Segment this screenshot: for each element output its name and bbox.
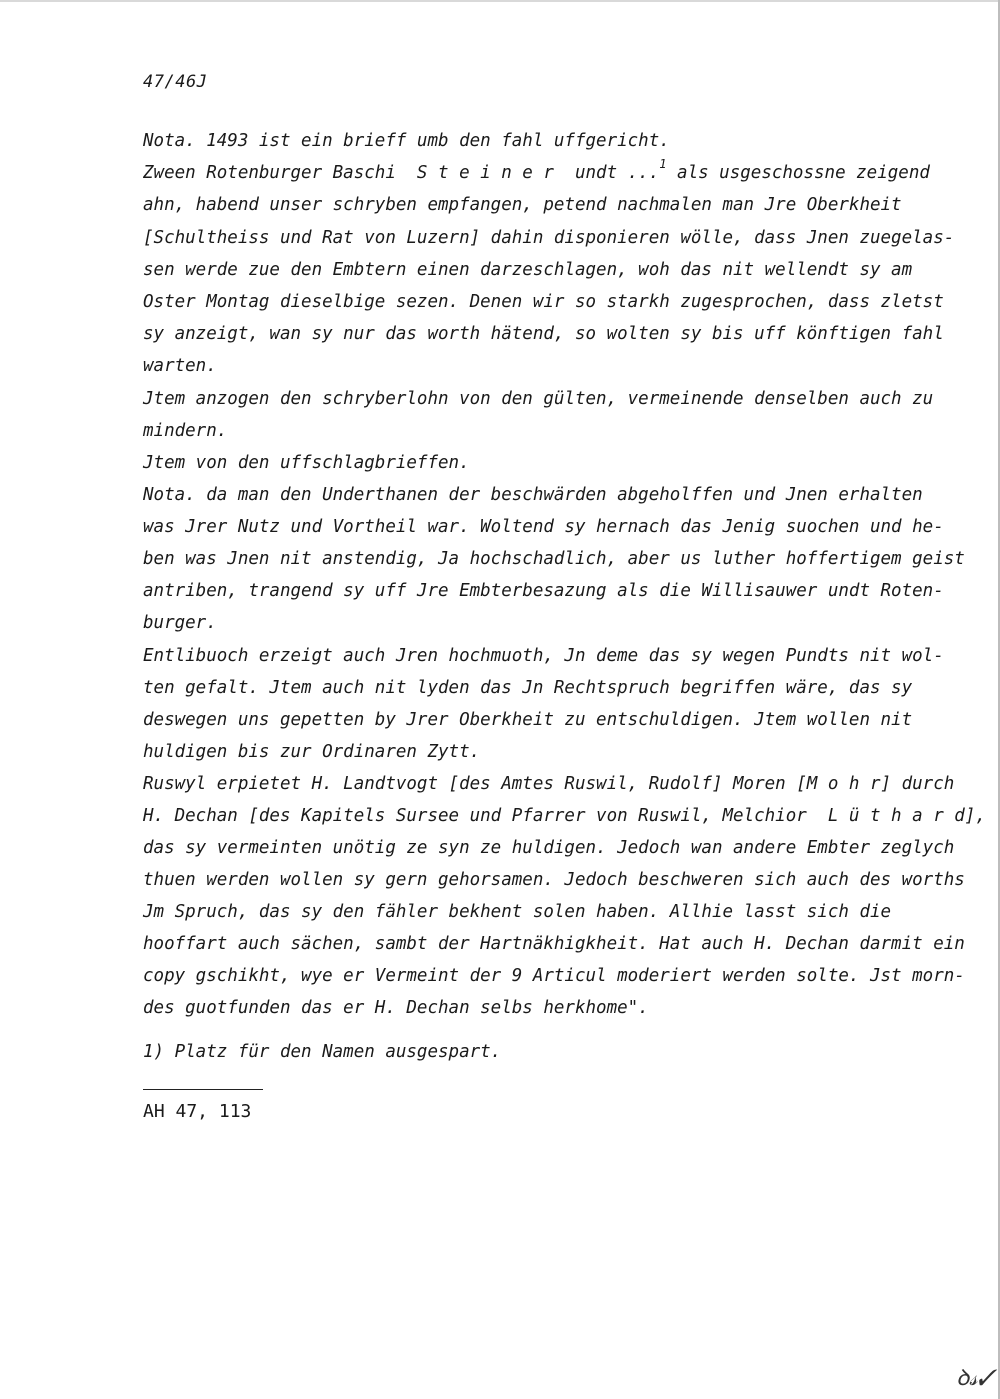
text-segment: als usgeschossne zeigend xyxy=(666,163,930,183)
text-line: Jtem anzogen den schryberlohn von den gülten, vermeinende denselben auch zu xyxy=(143,389,934,409)
text-line: H. Dechan [des Kapitels Sursee und Pfarrer von Ruswil, Melchior L ü t h a r d], xyxy=(143,806,986,826)
text-line: Jm Spruch, das sy den fähler bekhent solen haben. Allhie lasst sich die xyxy=(143,902,892,922)
handwritten-mark: ꝺ𝓈✓ xyxy=(956,1366,994,1391)
text-line: hooffart auch sächen, sambt der Hartnäkhigkheit. Hat auch H. Dechan darmit ein xyxy=(143,934,965,954)
text-segment: Zween Rotenburger Baschi S t e i n e r undt ... xyxy=(143,163,660,183)
text-line: [Schultheiss und Rat von Luzern] dahin disponieren wölle, dass Jnen zuegelas- xyxy=(143,228,955,248)
text-line: Nota. da man den Underthanen der beschwärden abgeholffen und Jnen erhalten xyxy=(143,485,923,505)
text-line: deswegen uns gepetten by Jrer Oberkheit zu entschuldigen. Jtem wollen nit xyxy=(143,710,913,730)
text-line: Oster Montag dieselbige sezen. Denen wir so starkh zugesprochen, dass zletst xyxy=(143,292,944,312)
text-line: warten. xyxy=(143,356,217,376)
scan-top-edge xyxy=(0,0,1000,2)
text-line: sen werde zue den Embtern einen darzeschlagen, woh das nit wellendt sy am xyxy=(143,260,913,280)
text-line: ahn, habend unser schryben empfangen, petend nachmalen man Jre Oberkheit xyxy=(143,195,902,215)
text-line xyxy=(143,157,930,185)
text-line: mindern. xyxy=(143,421,228,441)
text-line: Ruswyl erpietet H. Landtvogt [des Amtes Ruswil, Rudolf] Moren [M o h r] durch xyxy=(143,774,955,794)
text-line: copy gschikht, wye er Vermeint der 9 Articul moderiert werden solte. Jst morn- xyxy=(143,966,965,986)
text-line: burger. xyxy=(143,613,217,633)
text-line: thuen werden wollen sy gern gehorsamen. Jedoch beschweren sich auch des worths xyxy=(143,870,965,890)
text-line: sy anzeigt, wan sy nur das worth hätend, so wolten sy bis uff könftigen fahl xyxy=(143,324,944,344)
text-line: des guotfunden das er H. Dechan selbs herkhome". xyxy=(143,998,649,1018)
text-line: antriben, trangend sy uff Jre Embterbesazung als die Willisauwer undt Roten- xyxy=(143,581,944,601)
text-line: Jtem von den uffschlagbrieffen. xyxy=(143,453,470,473)
text-line: Nota. 1493 ist ein brieff umb den fahl uffgericht. xyxy=(143,131,670,151)
source-reference: AH 47, 113 xyxy=(143,1101,252,1122)
footnote-divider xyxy=(143,1089,263,1090)
text-line: ten gefalt. Jtem auch nit lyden das Jn Rechtspruch begriffen wäre, das sy xyxy=(143,678,913,698)
footnote: 1) Platz für den Namen ausgespart. xyxy=(143,1042,502,1062)
text-line: huldigen bis zur Ordinaren Zytt. xyxy=(143,742,481,762)
text-line: was Jrer Nutz und Vortheil war. Woltend sy hernach das Jenig suochen und he- xyxy=(143,517,944,537)
text-line: Entlibuoch erzeigt auch Jren hochmuoth, Jn deme das sy wegen Pundts nit wol- xyxy=(143,646,944,666)
page-reference: 47/46J xyxy=(143,72,208,92)
text-line: das sy vermeinten unötig ze syn ze huldigen. Jedoch wan andere Embter zeglych xyxy=(143,838,955,858)
text-line: ben was Jnen nit anstendig, Ja hochschadlich, aber us luther hoffertigem geist xyxy=(143,549,965,569)
footnote-marker: 1 xyxy=(659,157,667,171)
